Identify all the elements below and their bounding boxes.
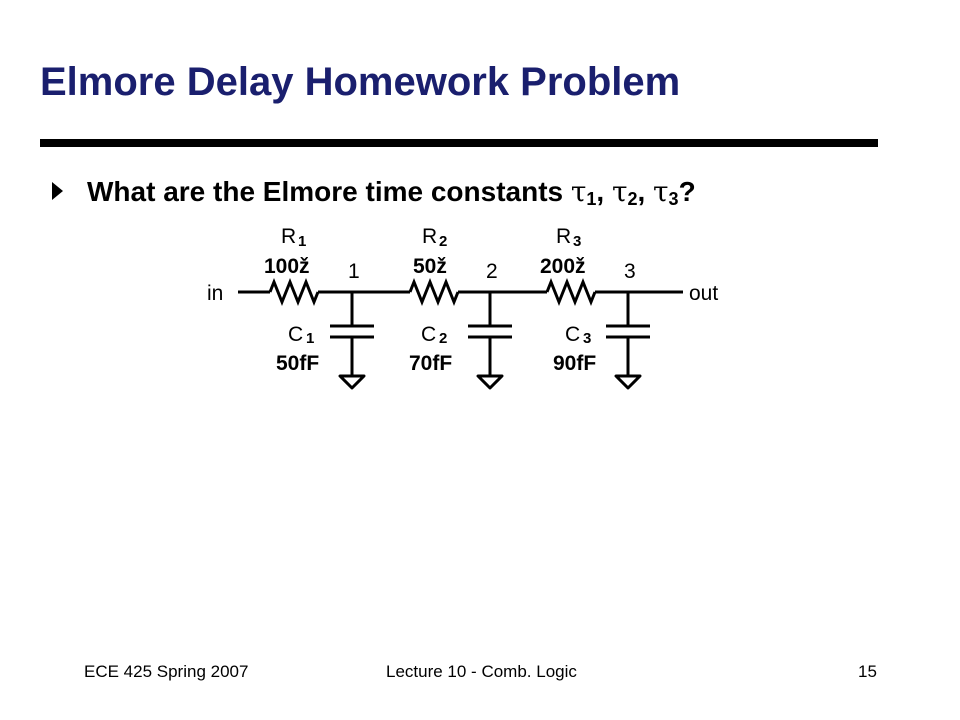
capacitor-c1-value: 50fF [276,352,320,375]
page-number: 15 [858,662,877,681]
capacitor-c2-symbol [468,292,512,388]
node-label: 2 [486,260,498,283]
resistor-r2-index: 2 [439,233,448,250]
capacitor-c3-name: C [565,323,581,346]
capacitor-c1-symbol [330,292,374,388]
tau-subscript: 3 [668,189,679,209]
capacitor-c2-value: 70fF [409,352,453,375]
tau-subscript: 2 [627,189,638,209]
capacitor-c1-index: 1 [306,330,315,347]
capacitor-c2-name: C [421,323,437,346]
question-suffix: ? [678,176,696,207]
resistor-r1-name: R [281,225,297,248]
resistor-r2-symbol [410,282,458,302]
capacitor-c1-name: C [288,323,304,346]
resistor-r2-name: R [422,225,438,248]
footer-lecture: Lecture 10 - Comb. Logic [386,662,577,681]
resistor-r1-value: 100ž [264,255,310,278]
node-label: 3 [624,260,636,283]
ground-icon [616,376,640,388]
resistor-r2-value: 50ž [413,255,447,278]
question-separator: , [596,176,612,207]
resistor-r1-symbol [270,282,318,302]
capacitor-c3-symbol [606,292,650,388]
input-label: in [207,282,224,305]
resistor-r3-value: 200ž [540,255,586,278]
question-separator: , [637,176,654,207]
resistor-r1-index: 1 [298,233,307,250]
tau-symbol: τ [653,175,669,208]
output-label: out [689,282,719,305]
question-text: What are the Elmore time constants [87,176,571,207]
resistor-r3-symbol [547,282,595,302]
capacitor-c3-value: 90fF [553,352,597,375]
tau-symbol: τ [570,175,587,208]
resistor-r3-name: R [556,225,572,248]
tau-symbol: τ [611,175,628,208]
slide-title: Elmore Delay Homework Problem [40,60,681,104]
capacitor-c2-index: 2 [439,330,448,347]
node-label: 1 [348,260,360,283]
tau-subscript: 1 [586,189,597,209]
ground-icon [478,376,502,388]
resistor-r3-index: 3 [573,233,582,250]
footer-course: ECE 425 Spring 2007 [84,662,249,681]
ground-icon [340,376,364,388]
capacitor-c3-index: 3 [583,330,592,347]
